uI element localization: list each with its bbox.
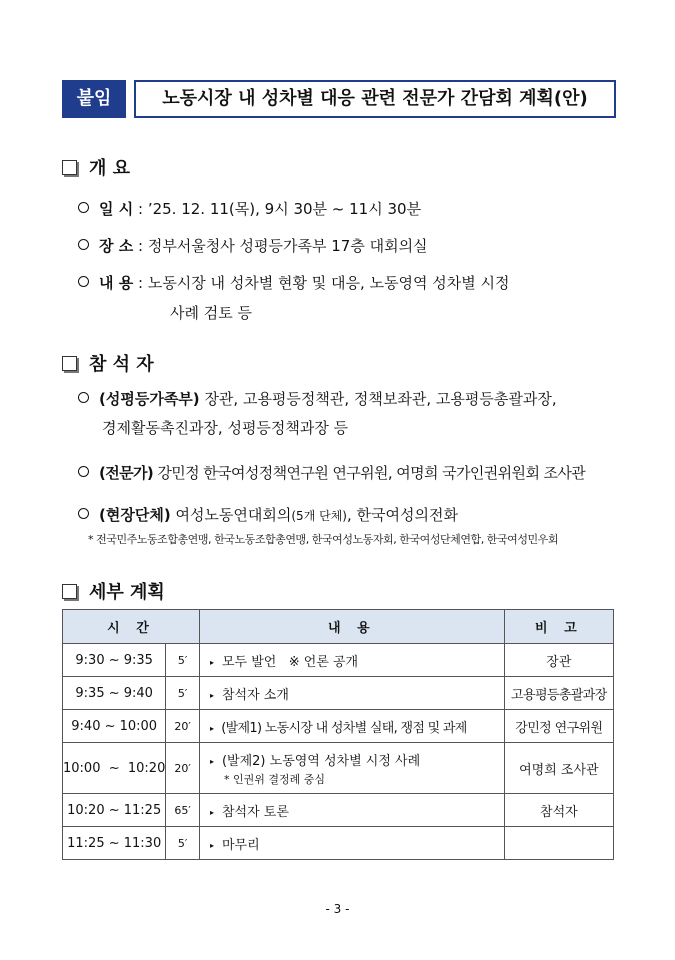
group-count: (5개 단체) [291, 509, 347, 523]
duration-cell: 65′ [166, 794, 200, 827]
group-text: 여성노동연대회의 [175, 506, 292, 524]
item-text: 정부서울청사 성평등가족부 17층 대회의실 [147, 237, 428, 255]
circle-icon [78, 466, 89, 477]
triangle-right-icon: ▸ [209, 756, 214, 766]
square-icon [62, 584, 77, 599]
table-row [63, 710, 614, 743]
triangle-right-icon: ▸ [209, 807, 214, 817]
table-row [63, 794, 614, 827]
item-separator: : [137, 200, 144, 218]
group-label: (성평등가족부) [99, 390, 200, 408]
time-cell: 9:35 ~ 9:40 [63, 677, 166, 710]
section-plan-heading [62, 578, 165, 604]
overview-item-place [78, 235, 428, 256]
table-row [63, 677, 614, 710]
content-text: 참석자 소개 [221, 687, 289, 703]
triangle-right-icon: ▸ [209, 840, 214, 850]
content-text: (발제2) 노동영역 성차별 시정 사례 [221, 753, 421, 769]
circle-icon [78, 508, 89, 519]
content-subnote: * 인권위 결정례 중심 [223, 772, 325, 786]
time-cell: 9:30 ~ 9:35 [63, 644, 166, 677]
square-icon [62, 356, 77, 371]
overview-item-datetime [78, 198, 421, 219]
item-text: ’25. 12. 11(목), 9시 30분 ~ 11시 30분 [147, 200, 422, 218]
content-cell [199, 827, 504, 860]
overview-item-content [78, 272, 510, 293]
square-icon [62, 160, 77, 175]
overview-item-content-continued: 사례 검토 등 [170, 304, 252, 322]
content-text: 마무리 [221, 837, 260, 853]
circle-icon [78, 202, 89, 213]
table-row [63, 644, 614, 677]
item-separator: : [137, 237, 144, 255]
group-text: 강민정 한국여성정책연구원 연구위원, 여명희 국가인권위원회 조사관 [157, 464, 586, 482]
table-header-row [63, 610, 614, 644]
content-cell [199, 743, 504, 794]
item-text: 노동시장 내 성차별 현황 및 대응, 노동영역 성차별 시정 [147, 274, 510, 292]
duration-cell: 20′ [166, 743, 200, 794]
group-label: (전문가) [99, 464, 154, 482]
note-cell: 참석자 [504, 794, 613, 827]
content-cell [199, 677, 504, 710]
attachment-badge: 붙임 [62, 80, 126, 118]
content-text: 참석자 토론 [221, 804, 289, 820]
content-cell [199, 644, 504, 677]
triangle-right-icon: ▸ [209, 690, 214, 700]
note-cell: 강민정 연구위원 [504, 710, 613, 743]
section-overview-heading [62, 154, 130, 180]
column-header-time: 시 간 [63, 610, 200, 644]
content-cell [199, 710, 504, 743]
content-cell [199, 794, 504, 827]
attendee-group-field [78, 504, 458, 525]
member-organizations-note: * 전국민주노동조합총연맹, 한국노동조합총연맹, 한국여성노동자회, 한국여성단체연합, 한국여성민우회 [88, 533, 559, 546]
time-cell: 10:00 ~ 10:20 [63, 743, 166, 794]
content-text: 모두 발언 ※ 언론 공개 [221, 654, 359, 670]
circle-icon [78, 392, 89, 403]
time-cell: 10:20 ~ 11:25 [63, 794, 166, 827]
circle-icon [78, 239, 89, 250]
table-row [63, 827, 614, 860]
note-cell: 고용평등총괄과장 [504, 677, 613, 710]
content-text: (발제1) 노동시장 내 성차별 실태, 쟁점 및 과제 [221, 720, 467, 736]
item-separator: : [137, 274, 144, 292]
time-cell: 9:40 ~ 10:00 [63, 710, 166, 743]
circle-icon [78, 276, 89, 287]
item-label: 내 용 [99, 274, 134, 292]
document-header [62, 80, 615, 118]
note-cell [504, 827, 613, 860]
note-cell: 여명희 조사관 [504, 743, 613, 794]
section-title: 개 요 [89, 158, 131, 179]
section-title: 세부 계획 [89, 582, 165, 603]
group-text: 장관, 고용평등정책관, 정책보좌관, 고용평등총괄과장, [204, 390, 557, 408]
triangle-right-icon: ▸ [209, 723, 214, 733]
column-header-content: 내 용 [199, 610, 504, 644]
attendee-group-ministry-continued: 경제활동촉진과장, 성평등정책과장 등 [102, 419, 349, 437]
duration-cell: 5′ [166, 644, 200, 677]
duration-cell: 5′ [166, 827, 200, 860]
duration-cell: 20′ [166, 710, 200, 743]
item-label: 장 소 [99, 237, 134, 255]
triangle-right-icon: ▸ [209, 657, 214, 667]
attendee-group-ministry [78, 388, 557, 409]
table-row [63, 743, 614, 794]
group-label: (현장단체) [99, 506, 171, 524]
item-label: 일 시 [99, 200, 134, 218]
time-cell: 11:25 ~ 11:30 [63, 827, 166, 860]
section-title: 참 석 자 [89, 354, 154, 375]
section-attendees-heading [62, 350, 154, 376]
schedule-table [62, 609, 614, 860]
note-cell: 장관 [504, 644, 613, 677]
page-number: - 3 - [325, 902, 350, 916]
column-header-note: 비 고 [504, 610, 613, 644]
attendee-group-experts [78, 462, 585, 483]
duration-cell: 5′ [166, 677, 200, 710]
group-text-end: , 한국여성의전화 [346, 506, 458, 524]
document-title: 노동시장 내 성차별 대응 관련 전문가 간담회 계획(안) [134, 80, 616, 118]
